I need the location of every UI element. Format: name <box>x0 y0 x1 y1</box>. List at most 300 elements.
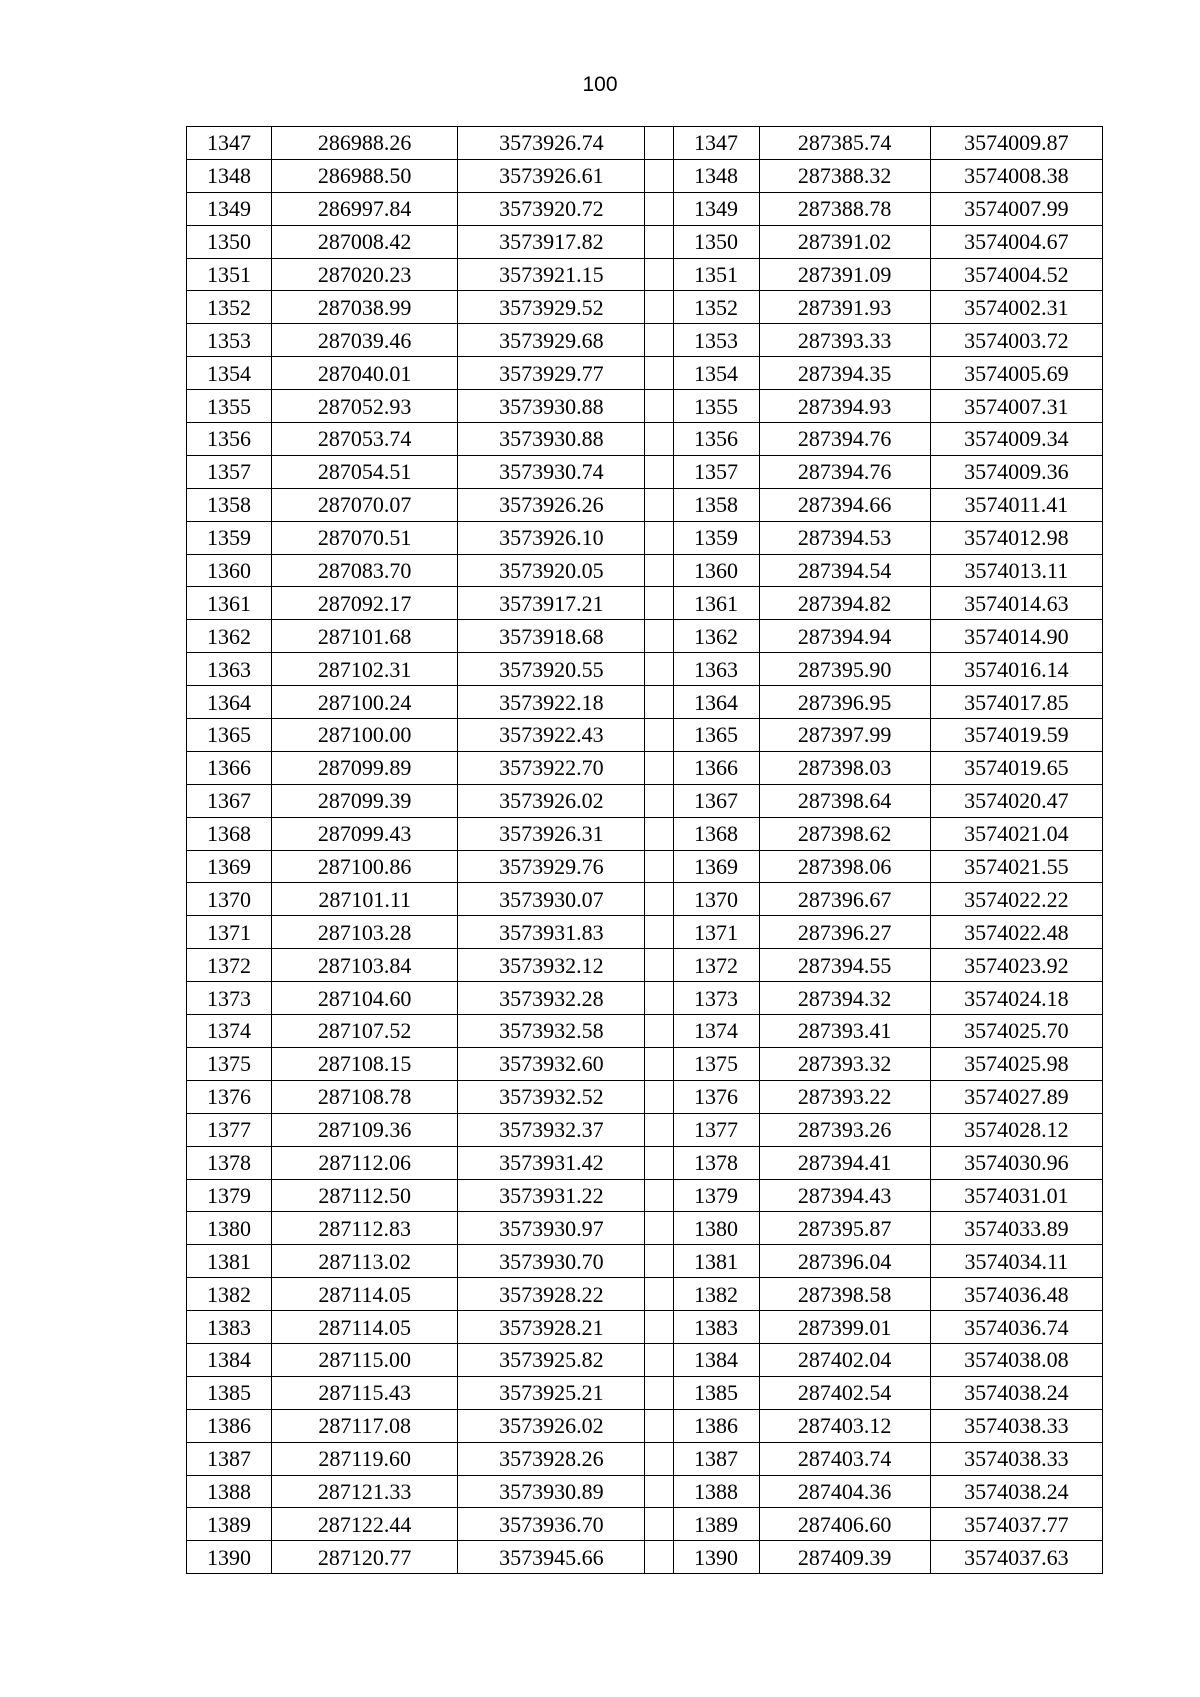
y-coordinate-left: 3573930.89 <box>458 1475 645 1508</box>
table-row <box>187 982 1103 1015</box>
y-coordinate-left: 3573930.70 <box>458 1245 645 1278</box>
x-coordinate-right: 287396.67 <box>759 883 930 916</box>
x-coordinate-right: 287388.78 <box>759 192 930 225</box>
y-coordinate-left: 3573930.97 <box>458 1212 645 1245</box>
separator-cell <box>645 817 673 850</box>
table-row <box>187 916 1103 949</box>
separator-cell <box>645 1475 673 1508</box>
separator-cell <box>645 1311 673 1344</box>
y-coordinate-right: 3574021.04 <box>930 817 1102 850</box>
x-coordinate-left: 287113.02 <box>272 1245 458 1278</box>
point-number-right: 1377 <box>673 1113 759 1146</box>
y-coordinate-right: 3574005.69 <box>930 357 1102 390</box>
point-number-left: 1377 <box>187 1113 272 1146</box>
x-coordinate-right: 287394.41 <box>759 1146 930 1179</box>
x-coordinate-left: 287083.70 <box>272 554 458 587</box>
x-coordinate-left: 287108.78 <box>272 1080 458 1113</box>
point-number-right: 1370 <box>673 883 759 916</box>
table-row <box>187 850 1103 883</box>
y-coordinate-left: 3573929.52 <box>458 291 645 324</box>
separator-cell <box>645 159 673 192</box>
point-number-right: 1385 <box>673 1376 759 1409</box>
x-coordinate-right: 287398.03 <box>759 751 930 784</box>
point-number-left: 1355 <box>187 390 272 423</box>
y-coordinate-left: 3573917.21 <box>458 587 645 620</box>
table-row <box>187 949 1103 982</box>
x-coordinate-left: 287039.46 <box>272 324 458 357</box>
table-row <box>187 291 1103 324</box>
point-number-right: 1371 <box>673 916 759 949</box>
y-coordinate-right: 3574013.11 <box>930 554 1102 587</box>
point-number-right: 1379 <box>673 1179 759 1212</box>
point-number-left: 1383 <box>187 1311 272 1344</box>
x-coordinate-right: 287388.32 <box>759 159 930 192</box>
x-coordinate-left: 287107.52 <box>272 1015 458 1048</box>
point-number-right: 1360 <box>673 554 759 587</box>
table-row <box>187 1245 1103 1278</box>
y-coordinate-right: 3574019.59 <box>930 719 1102 752</box>
y-coordinate-right: 3574019.65 <box>930 751 1102 784</box>
point-number-left: 1374 <box>187 1015 272 1048</box>
x-coordinate-left: 287112.83 <box>272 1212 458 1245</box>
x-coordinate-right: 287396.95 <box>759 686 930 719</box>
separator-cell <box>645 258 673 291</box>
x-coordinate-left: 287070.07 <box>272 488 458 521</box>
point-number-right: 1373 <box>673 982 759 1015</box>
x-coordinate-left: 287102.31 <box>272 653 458 686</box>
separator-cell <box>645 455 673 488</box>
x-coordinate-right: 287394.54 <box>759 554 930 587</box>
point-number-right: 1367 <box>673 784 759 817</box>
y-coordinate-right: 3574037.63 <box>930 1541 1102 1574</box>
y-coordinate-left: 3573931.42 <box>458 1146 645 1179</box>
y-coordinate-left: 3573926.74 <box>458 127 645 160</box>
table-row <box>187 1047 1103 1080</box>
point-number-right: 1366 <box>673 751 759 784</box>
point-number-left: 1360 <box>187 554 272 587</box>
y-coordinate-right: 3574038.24 <box>930 1376 1102 1409</box>
y-coordinate-right: 3574038.24 <box>930 1475 1102 1508</box>
point-number-left: 1386 <box>187 1409 272 1442</box>
table-row <box>187 554 1103 587</box>
x-coordinate-right: 287404.36 <box>759 1475 930 1508</box>
y-coordinate-right: 3574004.67 <box>930 225 1102 258</box>
x-coordinate-left: 287038.99 <box>272 291 458 324</box>
separator-cell <box>645 916 673 949</box>
x-coordinate-left: 287099.89 <box>272 751 458 784</box>
point-number-right: 1389 <box>673 1508 759 1541</box>
coordinates-table-body <box>187 127 1103 1574</box>
x-coordinate-right: 287403.12 <box>759 1409 930 1442</box>
y-coordinate-left: 3573928.22 <box>458 1278 645 1311</box>
y-coordinate-right: 3574023.92 <box>930 949 1102 982</box>
x-coordinate-right: 287398.62 <box>759 817 930 850</box>
x-coordinate-left: 287101.68 <box>272 620 458 653</box>
separator-cell <box>645 488 673 521</box>
point-number-right: 1355 <box>673 390 759 423</box>
y-coordinate-right: 3574021.55 <box>930 850 1102 883</box>
y-coordinate-left: 3573932.58 <box>458 1015 645 1048</box>
separator-cell <box>645 1343 673 1376</box>
separator-cell <box>645 127 673 160</box>
x-coordinate-left: 287020.23 <box>272 258 458 291</box>
table-row <box>187 324 1103 357</box>
x-coordinate-left: 286988.50 <box>272 159 458 192</box>
x-coordinate-left: 287103.28 <box>272 916 458 949</box>
table-row <box>187 1376 1103 1409</box>
separator-cell <box>645 653 673 686</box>
y-coordinate-left: 3573928.21 <box>458 1311 645 1344</box>
point-number-left: 1361 <box>187 587 272 620</box>
point-number-left: 1380 <box>187 1212 272 1245</box>
y-coordinate-right: 3574011.41 <box>930 488 1102 521</box>
x-coordinate-left: 287114.05 <box>272 1278 458 1311</box>
y-coordinate-right: 3574025.70 <box>930 1015 1102 1048</box>
separator-cell <box>645 1179 673 1212</box>
point-number-left: 1371 <box>187 916 272 949</box>
separator-cell <box>645 686 673 719</box>
x-coordinate-left: 287052.93 <box>272 390 458 423</box>
separator-cell <box>645 1015 673 1048</box>
point-number-right: 1349 <box>673 192 759 225</box>
separator-cell <box>645 751 673 784</box>
x-coordinate-right: 287393.41 <box>759 1015 930 1048</box>
point-number-left: 1370 <box>187 883 272 916</box>
x-coordinate-right: 287409.39 <box>759 1541 930 1574</box>
table-row <box>187 817 1103 850</box>
table-row <box>187 751 1103 784</box>
point-number-left: 1356 <box>187 423 272 456</box>
x-coordinate-left: 287120.77 <box>272 1541 458 1574</box>
y-coordinate-right: 3574014.63 <box>930 587 1102 620</box>
y-coordinate-right: 3574037.77 <box>930 1508 1102 1541</box>
point-number-right: 1376 <box>673 1080 759 1113</box>
y-coordinate-right: 3574027.89 <box>930 1080 1102 1113</box>
point-number-left: 1384 <box>187 1343 272 1376</box>
x-coordinate-right: 287391.09 <box>759 258 930 291</box>
point-number-right: 1363 <box>673 653 759 686</box>
table-row <box>187 784 1103 817</box>
separator-cell <box>645 1080 673 1113</box>
separator-cell <box>645 1113 673 1146</box>
table-row <box>187 1442 1103 1475</box>
separator-cell <box>645 390 673 423</box>
point-number-left: 1354 <box>187 357 272 390</box>
y-coordinate-right: 3574038.33 <box>930 1442 1102 1475</box>
separator-cell <box>645 1508 673 1541</box>
x-coordinate-right: 287394.76 <box>759 455 930 488</box>
y-coordinate-left: 3573930.88 <box>458 390 645 423</box>
table-row <box>187 620 1103 653</box>
x-coordinate-right: 287395.90 <box>759 653 930 686</box>
y-coordinate-left: 3573926.31 <box>458 817 645 850</box>
y-coordinate-right: 3574017.85 <box>930 686 1102 719</box>
point-number-left: 1352 <box>187 291 272 324</box>
y-coordinate-left: 3573930.07 <box>458 883 645 916</box>
x-coordinate-left: 287114.05 <box>272 1311 458 1344</box>
point-number-left: 1368 <box>187 817 272 850</box>
x-coordinate-left: 287092.17 <box>272 587 458 620</box>
x-coordinate-right: 287394.93 <box>759 390 930 423</box>
point-number-left: 1381 <box>187 1245 272 1278</box>
point-number-right: 1386 <box>673 1409 759 1442</box>
y-coordinate-left: 3573920.72 <box>458 192 645 225</box>
x-coordinate-left: 287101.11 <box>272 883 458 916</box>
table-row <box>187 1113 1103 1146</box>
point-number-right: 1359 <box>673 521 759 554</box>
table-row <box>187 1146 1103 1179</box>
table-row <box>187 357 1103 390</box>
separator-cell <box>645 192 673 225</box>
point-number-left: 1387 <box>187 1442 272 1475</box>
x-coordinate-right: 287398.58 <box>759 1278 930 1311</box>
y-coordinate-right: 3574022.48 <box>930 916 1102 949</box>
y-coordinate-right: 3574012.98 <box>930 521 1102 554</box>
y-coordinate-left: 3573917.82 <box>458 225 645 258</box>
x-coordinate-left: 287109.36 <box>272 1113 458 1146</box>
point-number-left: 1375 <box>187 1047 272 1080</box>
separator-cell <box>645 554 673 587</box>
separator-cell <box>645 423 673 456</box>
table-row <box>187 719 1103 752</box>
table-row <box>187 1475 1103 1508</box>
x-coordinate-left: 287112.50 <box>272 1179 458 1212</box>
table-row <box>187 159 1103 192</box>
x-coordinate-left: 287115.43 <box>272 1376 458 1409</box>
x-coordinate-left: 287108.15 <box>272 1047 458 1080</box>
x-coordinate-right: 287393.32 <box>759 1047 930 1080</box>
table-row <box>187 1212 1103 1245</box>
separator-cell <box>645 1541 673 1574</box>
y-coordinate-left: 3573925.82 <box>458 1343 645 1376</box>
point-number-right: 1381 <box>673 1245 759 1278</box>
x-coordinate-left: 287100.24 <box>272 686 458 719</box>
table-row <box>187 1179 1103 1212</box>
table-row <box>187 127 1103 160</box>
x-coordinate-left: 287112.06 <box>272 1146 458 1179</box>
y-coordinate-left: 3573922.70 <box>458 751 645 784</box>
x-coordinate-right: 287393.26 <box>759 1113 930 1146</box>
x-coordinate-right: 287396.27 <box>759 916 930 949</box>
y-coordinate-left: 3573926.02 <box>458 784 645 817</box>
x-coordinate-right: 287396.04 <box>759 1245 930 1278</box>
point-number-left: 1362 <box>187 620 272 653</box>
separator-cell <box>645 587 673 620</box>
table-row <box>187 1541 1103 1574</box>
point-number-right: 1350 <box>673 225 759 258</box>
point-number-left: 1351 <box>187 258 272 291</box>
point-number-right: 1354 <box>673 357 759 390</box>
table-row <box>187 423 1103 456</box>
y-coordinate-left: 3573932.37 <box>458 1113 645 1146</box>
table-row <box>187 258 1103 291</box>
point-number-left: 1358 <box>187 488 272 521</box>
separator-cell <box>645 291 673 324</box>
y-coordinate-left: 3573932.28 <box>458 982 645 1015</box>
x-coordinate-left: 287070.51 <box>272 521 458 554</box>
y-coordinate-right: 3574036.74 <box>930 1311 1102 1344</box>
y-coordinate-left: 3573926.02 <box>458 1409 645 1442</box>
point-number-right: 1365 <box>673 719 759 752</box>
x-coordinate-left: 286988.26 <box>272 127 458 160</box>
point-number-left: 1385 <box>187 1376 272 1409</box>
y-coordinate-left: 3573931.83 <box>458 916 645 949</box>
x-coordinate-left: 287103.84 <box>272 949 458 982</box>
table-row <box>187 390 1103 423</box>
table-row <box>187 1080 1103 1113</box>
point-number-right: 1380 <box>673 1212 759 1245</box>
y-coordinate-right: 3574009.87 <box>930 127 1102 160</box>
x-coordinate-right: 287399.01 <box>759 1311 930 1344</box>
point-number-left: 1348 <box>187 159 272 192</box>
table-row <box>187 225 1103 258</box>
separator-cell <box>645 1278 673 1311</box>
y-coordinate-left: 3573945.66 <box>458 1541 645 1574</box>
point-number-left: 1372 <box>187 949 272 982</box>
table-row <box>187 488 1103 521</box>
x-coordinate-right: 287402.04 <box>759 1343 930 1376</box>
separator-cell <box>645 1047 673 1080</box>
point-number-right: 1375 <box>673 1047 759 1080</box>
y-coordinate-right: 3574025.98 <box>930 1047 1102 1080</box>
point-number-left: 1376 <box>187 1080 272 1113</box>
page-number: 100 <box>582 73 618 96</box>
y-coordinate-left: 3573931.22 <box>458 1179 645 1212</box>
x-coordinate-left: 287099.43 <box>272 817 458 850</box>
point-number-right: 1369 <box>673 850 759 883</box>
separator-cell <box>645 620 673 653</box>
separator-cell <box>645 357 673 390</box>
separator-cell <box>645 1146 673 1179</box>
y-coordinate-left: 3573922.43 <box>458 719 645 752</box>
x-coordinate-right: 287394.76 <box>759 423 930 456</box>
table-row <box>187 1508 1103 1541</box>
y-coordinate-left: 3573926.26 <box>458 488 645 521</box>
separator-cell <box>645 1409 673 1442</box>
x-coordinate-right: 287394.32 <box>759 982 930 1015</box>
x-coordinate-left: 287119.60 <box>272 1442 458 1475</box>
point-number-right: 1352 <box>673 291 759 324</box>
separator-cell <box>645 1212 673 1245</box>
y-coordinate-right: 3574014.90 <box>930 620 1102 653</box>
table-row <box>187 192 1103 225</box>
point-number-left: 1378 <box>187 1146 272 1179</box>
x-coordinate-right: 287394.55 <box>759 949 930 982</box>
x-coordinate-left: 287008.42 <box>272 225 458 258</box>
y-coordinate-right: 3574020.47 <box>930 784 1102 817</box>
point-number-right: 1383 <box>673 1311 759 1344</box>
x-coordinate-left: 287100.00 <box>272 719 458 752</box>
separator-cell <box>645 719 673 752</box>
y-coordinate-right: 3574007.31 <box>930 390 1102 423</box>
x-coordinate-right: 287398.64 <box>759 784 930 817</box>
y-coordinate-right: 3574022.22 <box>930 883 1102 916</box>
point-number-right: 1348 <box>673 159 759 192</box>
point-number-left: 1390 <box>187 1541 272 1574</box>
y-coordinate-right: 3574038.08 <box>930 1343 1102 1376</box>
point-number-right: 1351 <box>673 258 759 291</box>
y-coordinate-right: 3574031.01 <box>930 1179 1102 1212</box>
point-number-left: 1366 <box>187 751 272 784</box>
x-coordinate-left: 287100.86 <box>272 850 458 883</box>
y-coordinate-left: 3573936.70 <box>458 1508 645 1541</box>
y-coordinate-left: 3573926.61 <box>458 159 645 192</box>
y-coordinate-left: 3573920.55 <box>458 653 645 686</box>
point-number-right: 1378 <box>673 1146 759 1179</box>
y-coordinate-left: 3573926.10 <box>458 521 645 554</box>
x-coordinate-right: 287393.33 <box>759 324 930 357</box>
y-coordinate-left: 3573920.05 <box>458 554 645 587</box>
table-row <box>187 1311 1103 1344</box>
y-coordinate-right: 3574038.33 <box>930 1409 1102 1442</box>
point-number-left: 1353 <box>187 324 272 357</box>
y-coordinate-left: 3573922.18 <box>458 686 645 719</box>
x-coordinate-left: 287122.44 <box>272 1508 458 1541</box>
y-coordinate-left: 3573932.52 <box>458 1080 645 1113</box>
x-coordinate-right: 287394.82 <box>759 587 930 620</box>
separator-cell <box>645 1376 673 1409</box>
x-coordinate-right: 287402.54 <box>759 1376 930 1409</box>
table-row <box>187 686 1103 719</box>
point-number-left: 1388 <box>187 1475 272 1508</box>
table-row <box>187 1343 1103 1376</box>
separator-cell <box>645 225 673 258</box>
y-coordinate-left: 3573918.68 <box>458 620 645 653</box>
separator-cell <box>645 784 673 817</box>
y-coordinate-right: 3574030.96 <box>930 1146 1102 1179</box>
point-number-left: 1363 <box>187 653 272 686</box>
table-row <box>187 1278 1103 1311</box>
point-number-left: 1369 <box>187 850 272 883</box>
point-number-left: 1382 <box>187 1278 272 1311</box>
point-number-right: 1362 <box>673 620 759 653</box>
x-coordinate-right: 287403.74 <box>759 1442 930 1475</box>
point-number-right: 1372 <box>673 949 759 982</box>
y-coordinate-left: 3573932.12 <box>458 949 645 982</box>
separator-cell <box>645 883 673 916</box>
point-number-right: 1364 <box>673 686 759 719</box>
table-row <box>187 521 1103 554</box>
point-number-right: 1368 <box>673 817 759 850</box>
x-coordinate-left: 287053.74 <box>272 423 458 456</box>
y-coordinate-left: 3573925.21 <box>458 1376 645 1409</box>
separator-cell <box>645 1442 673 1475</box>
table-row <box>187 455 1103 488</box>
separator-cell <box>645 982 673 1015</box>
y-coordinate-right: 3574009.34 <box>930 423 1102 456</box>
table-row <box>187 1015 1103 1048</box>
x-coordinate-right: 287394.94 <box>759 620 930 653</box>
point-number-right: 1358 <box>673 488 759 521</box>
point-number-left: 1359 <box>187 521 272 554</box>
x-coordinate-left: 287054.51 <box>272 455 458 488</box>
point-number-left: 1365 <box>187 719 272 752</box>
point-number-right: 1356 <box>673 423 759 456</box>
y-coordinate-left: 3573930.88 <box>458 423 645 456</box>
point-number-right: 1390 <box>673 1541 759 1574</box>
point-number-right: 1384 <box>673 1343 759 1376</box>
point-number-right: 1357 <box>673 455 759 488</box>
x-coordinate-right: 287398.06 <box>759 850 930 883</box>
point-number-right: 1388 <box>673 1475 759 1508</box>
y-coordinate-right: 3574034.11 <box>930 1245 1102 1278</box>
table-row <box>187 1409 1103 1442</box>
separator-cell <box>645 949 673 982</box>
separator-cell <box>645 324 673 357</box>
x-coordinate-right: 287395.87 <box>759 1212 930 1245</box>
x-coordinate-right: 287394.53 <box>759 521 930 554</box>
y-coordinate-right: 3574016.14 <box>930 653 1102 686</box>
